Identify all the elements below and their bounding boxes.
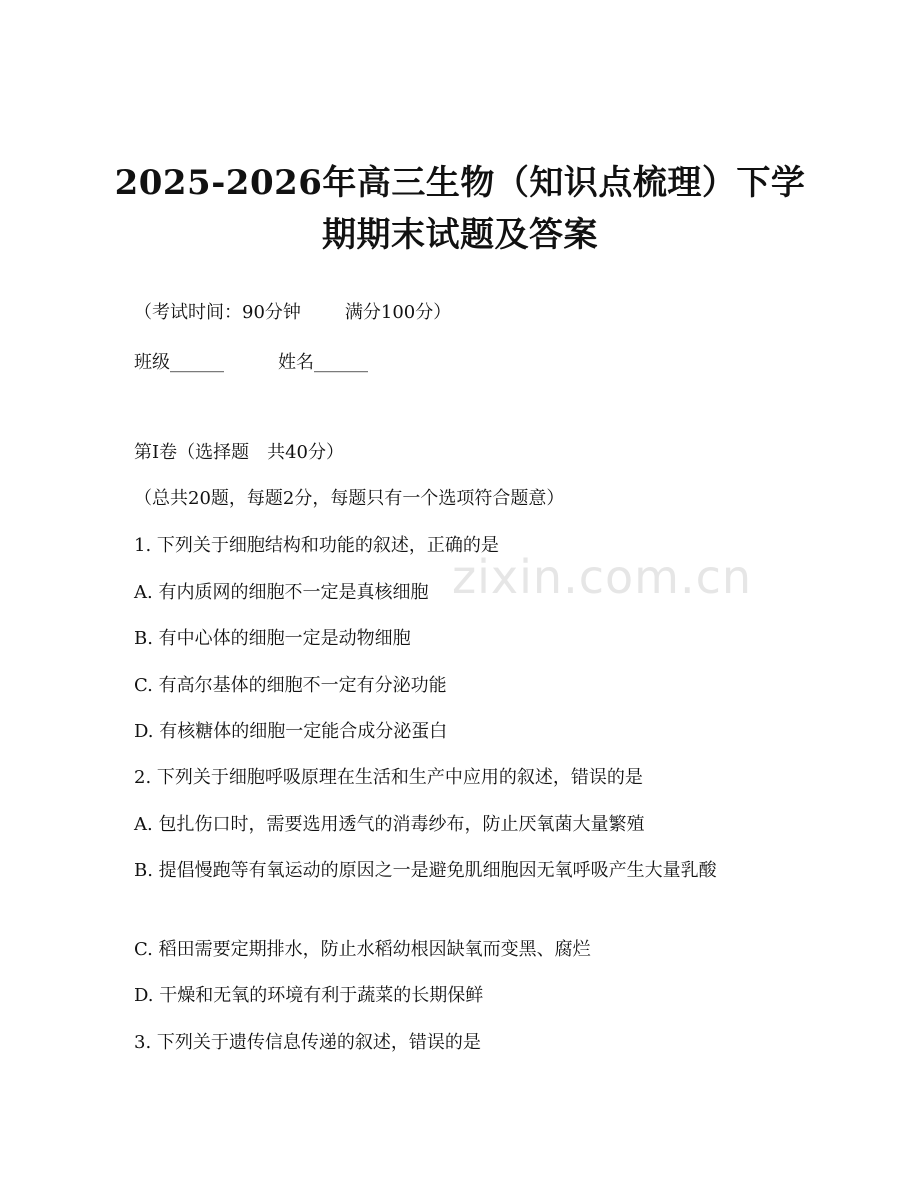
- option-d: D. 有核糖体的细胞一定能合成分泌蛋白: [134, 721, 448, 742]
- option-a: A. 有内质网的细胞不一定是真核细胞: [134, 582, 429, 603]
- option-c: C. 有高尔基体的细胞不一定有分泌功能: [134, 675, 447, 696]
- option-c: C. 稻田需要定期排水，防止水稻幼根因缺氧而变黑、腐烂: [134, 939, 591, 960]
- option-a: A. 包扎伤口时，需要选用透气的消毒纱布，防止厌氧菌大量繁殖: [134, 814, 645, 835]
- exam-score: 满分100分）: [344, 302, 452, 323]
- student-fields: [134, 350, 368, 376]
- option-b: B. 有中心体的细胞一定是动物细胞: [134, 628, 411, 649]
- page-title-line2: 期期末试题及答案: [322, 215, 598, 255]
- question-stem: 2. 下列关于细胞呼吸原理在生活和生产中应用的叙述，错误的是: [134, 767, 643, 788]
- question-stem: 1. 下列关于细胞结构和功能的叙述，正确的是: [134, 535, 499, 556]
- option-b: B. 提倡慢跑等有氧运动的原因之一是避免肌细胞因无氧呼吸产生大量乳酸: [134, 860, 717, 881]
- page-title-line1: 2025-2026年高三生物（知识点梳理）下学: [114, 163, 806, 203]
- option-d: D. 干燥和无氧的环境有利于蔬菜的长期保鲜: [134, 985, 484, 1006]
- exam-time: （考试时间：90分钟: [134, 302, 301, 323]
- section-instruction: （总共20题，每题2分，每题只有一个选项符合题意）: [134, 488, 565, 509]
- question-stem: 3. 下列关于遗传信息传递的叙述，错误的是: [134, 1032, 481, 1053]
- class-field: 班级______: [134, 352, 224, 373]
- exam-info: [134, 300, 451, 326]
- watermark: zixin.com.cn: [452, 550, 753, 604]
- section-heading: 第I卷（选择题 共40分）: [134, 442, 345, 463]
- name-field: 姓名______: [278, 352, 368, 373]
